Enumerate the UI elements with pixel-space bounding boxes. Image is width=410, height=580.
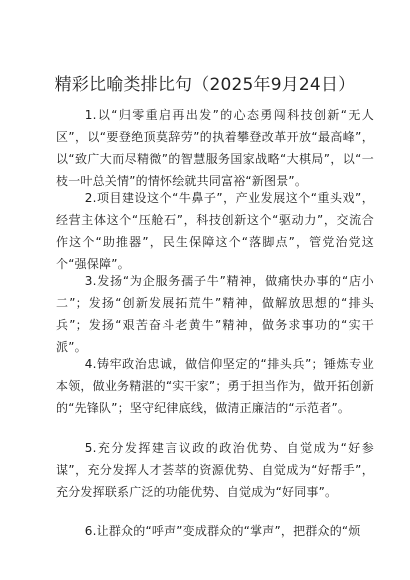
paragraph-6: 6.让群众的“呼声”变成群众的“掌声”，把群众的“烦: [84, 524, 361, 538]
paragraph-1: 1.以“归零重启再出发”的心态勇闯科技创新“无人区”，以“要登绝顶莫辞劳”的执着攀登改革开放“最高峰”，以“致广大而尽精微”的智慧服务国家战略“大棋局”，以“一枝一叶总关情”的情怀绘就共同富裕“新图景”。: [56, 108, 374, 188]
paragraph-5: 5.充分发挥建言议政的政治优势、自觉成为“好参谋”，充分发挥人才荟萃的资源优势、自觉成为“好帮手”，充分发挥联系广泛的功能优势、自觉成为“好同事”。: [56, 441, 374, 499]
paragraph-4: 4.铸牢政治忠诚，做信仰坚定的“排头兵”；锤炼专业本领，做业务精湛的“实干家”；勇于担当作为，做开拓创新的“先锋队”；坚守纪律底线，做清正廉洁的“示范者”。: [56, 357, 374, 415]
paragraph-2: 2.项目建设这个“牛鼻子”，产业发展这个“重头戏”，经营主体这个“压舱石”，科技创新这个“驱动力”，交流合作这个“助推器”，民生保障这个“落脚点”，管党治党这个“强保障”。: [56, 191, 374, 271]
paragraph-3: 3.发扬“为企服务孺子牛”精神，做痛快办事的“店小二”；发扬“创新发展拓荒牛”精神，做解放思想的“排头兵”；发扬“艰苦奋斗老黄牛”精神，做务求事功的“实干派”。: [56, 274, 374, 354]
document-title: 精彩比喻类排比句（2025年9月24日）: [54, 75, 356, 95]
